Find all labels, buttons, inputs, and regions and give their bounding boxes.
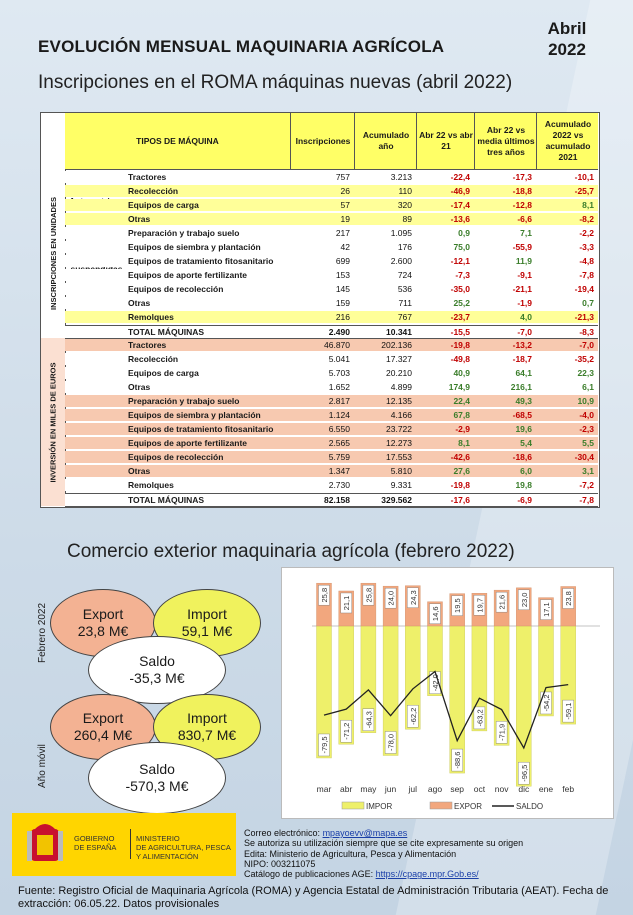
- row-a22-value: 5,5: [582, 438, 594, 448]
- row-ins-value: 1.347: [328, 466, 350, 476]
- table-subtitle: Inscripciones en el ROMA máquinas nuevas (abril 2022): [38, 72, 513, 93]
- units-row: [65, 171, 598, 183]
- row-v21-value: -13,6: [450, 214, 470, 224]
- legend-swatch: [430, 802, 452, 809]
- row-acu-value: 320: [397, 200, 412, 210]
- label-ano-movil: Año móvil: [37, 744, 48, 788]
- row-acu-value: 12.135: [386, 396, 412, 406]
- row-tipo: Equipos de aporte fertilizante: [128, 270, 248, 280]
- units-row: [65, 283, 598, 295]
- row-med-value: 7,1: [520, 228, 532, 238]
- row-acu-value: 329.562: [381, 495, 412, 505]
- row-acu-value: 17.327: [386, 354, 412, 364]
- euros-row: [65, 451, 598, 463]
- row-v21-value: 0,9: [458, 228, 470, 238]
- legend-label: EXPOR: [454, 802, 483, 811]
- row-ins-value: 2.565: [328, 438, 350, 448]
- import-label: -79,5: [320, 736, 329, 754]
- category-tick-label: abr: [340, 784, 353, 794]
- import-label: -62,2: [408, 707, 418, 725]
- export-label: 24,0: [386, 590, 396, 606]
- export-label: 21,6: [497, 594, 507, 610]
- row-acu-value: 4.166: [390, 410, 412, 420]
- row-ins-value: 757: [335, 172, 350, 182]
- row-med-value: 4,0: [520, 312, 532, 322]
- row-tipo: Recolección: [128, 186, 179, 196]
- row-ins-value: 42: [340, 242, 350, 252]
- import-label: -78,0: [386, 733, 396, 752]
- row-v21-value: -19,8: [450, 480, 470, 490]
- row-med-value: -13,2: [512, 340, 532, 350]
- row-acu-value: 23.722: [386, 424, 412, 434]
- row-tipo: Equipos de aporte fertilizante: [128, 438, 248, 448]
- label-febrero: Febrero 2022: [37, 602, 48, 663]
- row-acu-value: 176: [397, 242, 412, 252]
- row-med-value: -17,3: [512, 172, 532, 182]
- row-a22-value: 8,1: [582, 200, 594, 210]
- category-tick-label: may: [360, 784, 377, 794]
- row-a22-value: 3,1: [582, 466, 594, 476]
- row-acu-value: 536: [397, 284, 412, 294]
- row-a22-value: 10,9: [577, 396, 594, 406]
- row-v21-value: -7,3: [455, 270, 470, 280]
- import-label: -71,9: [497, 723, 507, 741]
- header-media: Abr 22 vs media últimos tres años: [474, 113, 537, 169]
- row-tipo: Otras: [128, 382, 151, 392]
- euros-row: [65, 367, 598, 379]
- row-a22-value: -25,7: [574, 186, 594, 196]
- row-ins-value: 5.759: [328, 452, 350, 462]
- row-a22-value: -35,2: [574, 354, 594, 364]
- row-a22-value: -30,4: [574, 452, 594, 462]
- row-ins-value: 145: [335, 284, 350, 294]
- row-acu-value: 202.136: [381, 340, 412, 350]
- feb-import-bubble: Import 59,1 M€: [153, 589, 261, 657]
- row-a22-value: 6,1: [582, 382, 594, 392]
- row-ins-value: 153: [335, 270, 350, 280]
- export-label: 23,8: [564, 591, 574, 606]
- euros-row: [65, 437, 598, 449]
- row-med-value: -7,0: [517, 327, 532, 337]
- export-label: 14,6: [431, 606, 440, 622]
- row-ins-value: 19: [340, 214, 350, 224]
- row-tipo: Preparación y trabajo suelo: [128, 396, 240, 406]
- row-med-value: 216,1: [510, 382, 532, 392]
- import-label: -88,6: [453, 751, 463, 769]
- row-tipo: Equipos de carga: [128, 200, 199, 210]
- import-label: -64,3: [364, 711, 374, 729]
- email-link[interactable]: mpayoevv@mapa.es: [322, 828, 408, 838]
- category-tick-label: ago: [427, 784, 443, 794]
- roma-table: [40, 112, 600, 508]
- row-a22-value: -19,4: [574, 284, 594, 294]
- row-med-value: 5,4: [520, 438, 532, 448]
- row-a22-value: -21,3: [574, 312, 594, 322]
- row-acu-value: 3.213: [390, 172, 412, 182]
- row-tipo: Tractores: [128, 172, 167, 182]
- header-acumulado: Acumulado año: [354, 113, 417, 169]
- row-ins-value: 46.870: [324, 340, 350, 350]
- row-a22-value: 22,3: [577, 368, 594, 378]
- row-v21-value: 40,9: [453, 368, 470, 378]
- export-label: 24,3: [408, 590, 418, 605]
- row-v21-value: -35,0: [450, 284, 470, 294]
- export-label: 25,8: [364, 587, 374, 603]
- report-date: [532, 18, 602, 60]
- export-label: 19,7: [475, 597, 485, 613]
- row-v21-value: -17,6: [450, 495, 470, 505]
- row-med-value: -18,6: [512, 452, 532, 462]
- category-tick-label: dic: [518, 784, 530, 794]
- row-acu-value: 17.553: [386, 452, 412, 462]
- units-row: [65, 255, 598, 267]
- row-tipo: Otras: [128, 214, 151, 224]
- units-row: [65, 213, 598, 225]
- units-row: [65, 311, 598, 323]
- row-med-value: -18,8: [512, 186, 532, 196]
- row-acu-value: 4.899: [390, 382, 412, 392]
- gobierno-text: GOBIERNO DE ESPAÑA: [74, 834, 117, 852]
- row-acu-value: 767: [397, 312, 412, 322]
- government-logo-block: [12, 813, 236, 876]
- row-tipo: Equipos de siembra y plantación: [128, 410, 261, 420]
- row-ins-value: 26: [340, 186, 350, 196]
- euros-row: [65, 339, 598, 351]
- import-label: -71,2: [342, 722, 352, 740]
- movil-export-bubble: Export 260,4 M€: [50, 694, 156, 760]
- row-med-value: 11,9: [515, 256, 532, 266]
- feb-export-bubble: Export 23,8 M€: [50, 589, 156, 657]
- category-tick-label: feb: [562, 784, 575, 794]
- row-tipo: Equipos de siembra y plantación: [128, 242, 261, 252]
- row-a22-value: -4,8: [579, 256, 594, 266]
- row-v21-value: -22,4: [450, 172, 470, 182]
- row-med-value: 19,6: [515, 424, 532, 434]
- row-med-value: -21,1: [512, 284, 532, 294]
- row-v21-value: 67,8: [453, 410, 470, 420]
- row-v21-value: -19,8: [450, 340, 470, 350]
- row-med-value: 49,3: [515, 396, 532, 406]
- row-a22-value: -7,8: [579, 270, 594, 280]
- row-ins-value: 216: [335, 312, 350, 322]
- category-tick-label: oct: [473, 784, 486, 794]
- row-acu-value: 724: [397, 270, 412, 280]
- row-med-value: -9,1: [517, 270, 532, 280]
- row-med-value: 6,0: [520, 466, 532, 476]
- row-ins-value: 217: [335, 228, 350, 238]
- euros-row: [65, 479, 598, 491]
- row-v21-value: 75,0: [453, 242, 470, 252]
- row-ins-value: 82.158: [324, 495, 350, 505]
- report-year: 2022: [548, 40, 586, 59]
- row-med-value: -68,5: [512, 410, 532, 420]
- row-ins-value: 2.817: [328, 396, 350, 406]
- euros-row: [65, 465, 598, 477]
- import-label: -54,2: [542, 694, 551, 712]
- export-label: 17,1: [542, 602, 551, 617]
- row-acu-value: 110: [398, 186, 412, 196]
- band-units-label: INSCRIPCIONES EN UNIDADES: [48, 197, 58, 310]
- row-ins-value: 699: [335, 256, 350, 266]
- import-label: -63,2: [475, 709, 485, 727]
- legend-label: IMPOR: [366, 802, 393, 811]
- row-acu-value: 711: [398, 298, 412, 308]
- row-ins-value: 57: [340, 200, 350, 210]
- row-a22-value: -2,3: [579, 424, 594, 434]
- row-a22-value: -7,0: [579, 340, 594, 350]
- euros-row: [65, 409, 598, 421]
- row-a22-value: -4,0: [579, 410, 594, 420]
- header-inscripciones: Inscripciones: [290, 113, 355, 169]
- row-v21-value: -23,7: [450, 312, 470, 322]
- row-tipo: Equipos de recolección: [128, 284, 224, 294]
- category-tick-label: ene: [538, 784, 554, 794]
- legend-swatch: [342, 802, 364, 809]
- row-acu-value: 89: [402, 214, 412, 224]
- catalog-link[interactable]: https://cpage.mpr.Gob.es/: [375, 869, 479, 880]
- row-med-value: -1,9: [517, 298, 532, 308]
- row-tipo: Equipos de recolección: [128, 452, 224, 462]
- category-tick-label: sep: [450, 784, 465, 794]
- table-header: [65, 113, 598, 170]
- row-tipo: Remolques: [128, 312, 174, 322]
- category-tick-label: jun: [384, 784, 397, 794]
- row-v21-value: -42,6: [450, 452, 470, 462]
- band-euros-label: INVERSIÓN EN MILES DE EUROS: [48, 361, 58, 483]
- units-row: [65, 325, 598, 339]
- import-label: -42,0: [431, 674, 440, 692]
- row-v21-value: 8,1: [458, 438, 470, 448]
- row-ins-value: 2.490: [328, 327, 350, 337]
- row-tipo: Otras: [128, 298, 151, 308]
- row-acu-value: 2.600: [390, 256, 412, 266]
- saldo-line: [324, 671, 568, 748]
- euros-row: [65, 395, 598, 407]
- category-tick-label: jul: [408, 784, 418, 794]
- header-vs21: Abr 22 vs abr 21: [416, 113, 475, 169]
- row-a22-value: -8,3: [579, 327, 594, 337]
- row-a22-value: -2,2: [579, 228, 594, 238]
- row-acu-value: 20.210: [386, 368, 412, 378]
- trade-chart: [281, 567, 614, 819]
- contact-info: Correo electrónico: mpayoevv@mapa.es Se autoriza su utilización siempre que se cite expresamente su origen Edita: Ministerio de Agricultura, Pesca y Alimentación NIPO: 003211075 Catálogo de publicaciones AGE: https://cpage.mpr.Gob.es/: [244, 828, 524, 880]
- category-tick-label: nov: [494, 784, 509, 794]
- row-tipo: Equipos de tratamiento fitosanitario: [128, 256, 274, 266]
- import-label: -96,5: [519, 764, 529, 782]
- export-label: 25,8: [320, 587, 329, 603]
- row-tipo: Equipos de tratamiento fitosanitario: [128, 424, 274, 434]
- row-v21-value: -49,8: [450, 354, 470, 364]
- row-a22-value: -7,2: [579, 480, 594, 490]
- row-a22-value: 0,7: [582, 298, 594, 308]
- row-ins-value: 159: [335, 298, 350, 308]
- export-label: 23,0: [519, 592, 529, 608]
- logo-divider: [130, 829, 131, 859]
- import-label: -59,1: [564, 702, 574, 720]
- row-v21-value: 25,2: [453, 298, 470, 308]
- units-row: [65, 185, 598, 197]
- row-acu-value: 12.273: [386, 438, 412, 448]
- units-row: [65, 241, 598, 253]
- header-tipos: TIPOS DE MÁQUINA: [136, 135, 219, 146]
- row-tipo: TOTAL MÁQUINAS: [128, 327, 205, 337]
- movil-saldo-bubble: Saldo -570,3 M€: [88, 742, 226, 814]
- row-v21-value: -15,5: [450, 327, 470, 337]
- row-v21-value: -17,4: [450, 200, 470, 210]
- category-tick-label: mar: [316, 784, 332, 794]
- feb-saldo-bubble: Saldo -35,3 M€: [88, 636, 226, 704]
- row-ins-value: 5.703: [328, 368, 350, 378]
- units-row: [65, 269, 598, 281]
- ministerio-text: MINISTERIO DE AGRICULTURA, PESCA Y ALIMENTACIÓN: [136, 834, 231, 861]
- row-v21-value: 27,6: [453, 466, 470, 476]
- units-row: [65, 199, 598, 211]
- row-tipo: Tractores: [128, 340, 167, 350]
- row-med-value: -6,6: [517, 214, 532, 224]
- source-note: Fuente: Registro Oficial de Maquinaria Agrícola (ROMA) y Agencia Estatal de Administración Tributaria (AEAT). Fecha de extracción: 06.05.22. Datos provisionales: [18, 885, 609, 910]
- row-ins-value: 6.550: [328, 424, 350, 434]
- row-v21-value: 22,4: [453, 396, 470, 406]
- row-acu-value: 1.095: [390, 228, 412, 238]
- row-tipo: TOTAL MÁQUINAS: [128, 495, 205, 505]
- page-title: EVOLUCIÓN MENSUAL MAQUINARIA AGRÍCOLA: [38, 37, 445, 56]
- row-ins-value: 1.652: [328, 382, 350, 392]
- comercio-subtitle: Comercio exterior maquinaria agrícola (febrero 2022): [67, 541, 515, 562]
- row-v21-value: -46,9: [450, 186, 470, 196]
- units-row: [65, 227, 598, 239]
- row-ins-value: 2.730: [328, 480, 350, 490]
- units-row: [65, 297, 598, 309]
- report-month: Abril: [547, 19, 587, 38]
- row-v21-value: -2,9: [455, 424, 470, 434]
- row-tipo: Preparación y trabajo suelo: [128, 228, 240, 238]
- row-med-value: 19,8: [515, 480, 532, 490]
- row-a22-value: -10,1: [574, 172, 594, 182]
- row-tipo: Otras: [128, 466, 151, 476]
- euros-row: [65, 423, 598, 435]
- row-a22-value: -8,2: [579, 214, 594, 224]
- row-med-value: -6,9: [517, 495, 532, 505]
- row-med-value: -55,9: [512, 242, 532, 252]
- row-ins-value: 5.041: [328, 354, 350, 364]
- row-acu-value: 9.331: [390, 480, 412, 490]
- row-v21-value: -12,1: [450, 256, 470, 266]
- row-acu-value: 5.810: [390, 466, 412, 476]
- row-tipo: Remolques: [128, 480, 174, 490]
- row-med-value: 64,1: [515, 368, 532, 378]
- row-v21-value: 174,9: [448, 382, 470, 392]
- row-acu-value: 10.341: [386, 327, 412, 337]
- row-a22-value: -7,8: [579, 495, 594, 505]
- coat-of-arms-icon: [25, 819, 65, 871]
- export-label: 19,5: [453, 598, 463, 613]
- row-tipo: Recolección: [128, 354, 179, 364]
- export-label: 21,1: [342, 595, 352, 611]
- movil-import-bubble: Import 830,7 M€: [153, 694, 261, 760]
- row-med-value: -18,7: [512, 354, 532, 364]
- row-a22-value: -3,3: [579, 242, 594, 252]
- row-med-value: -12,8: [512, 200, 532, 210]
- header-acum2022: Acumulado 2022 vs acumulado 2021: [536, 113, 599, 169]
- row-ins-value: 1.124: [328, 410, 350, 420]
- euros-row: [65, 493, 598, 507]
- row-tipo: Equipos de carga: [128, 368, 199, 378]
- euros-row: [65, 381, 598, 393]
- euros-row: [65, 353, 598, 365]
- legend-label: SALDO: [516, 802, 544, 811]
- trade-chart-svg: [282, 568, 613, 818]
